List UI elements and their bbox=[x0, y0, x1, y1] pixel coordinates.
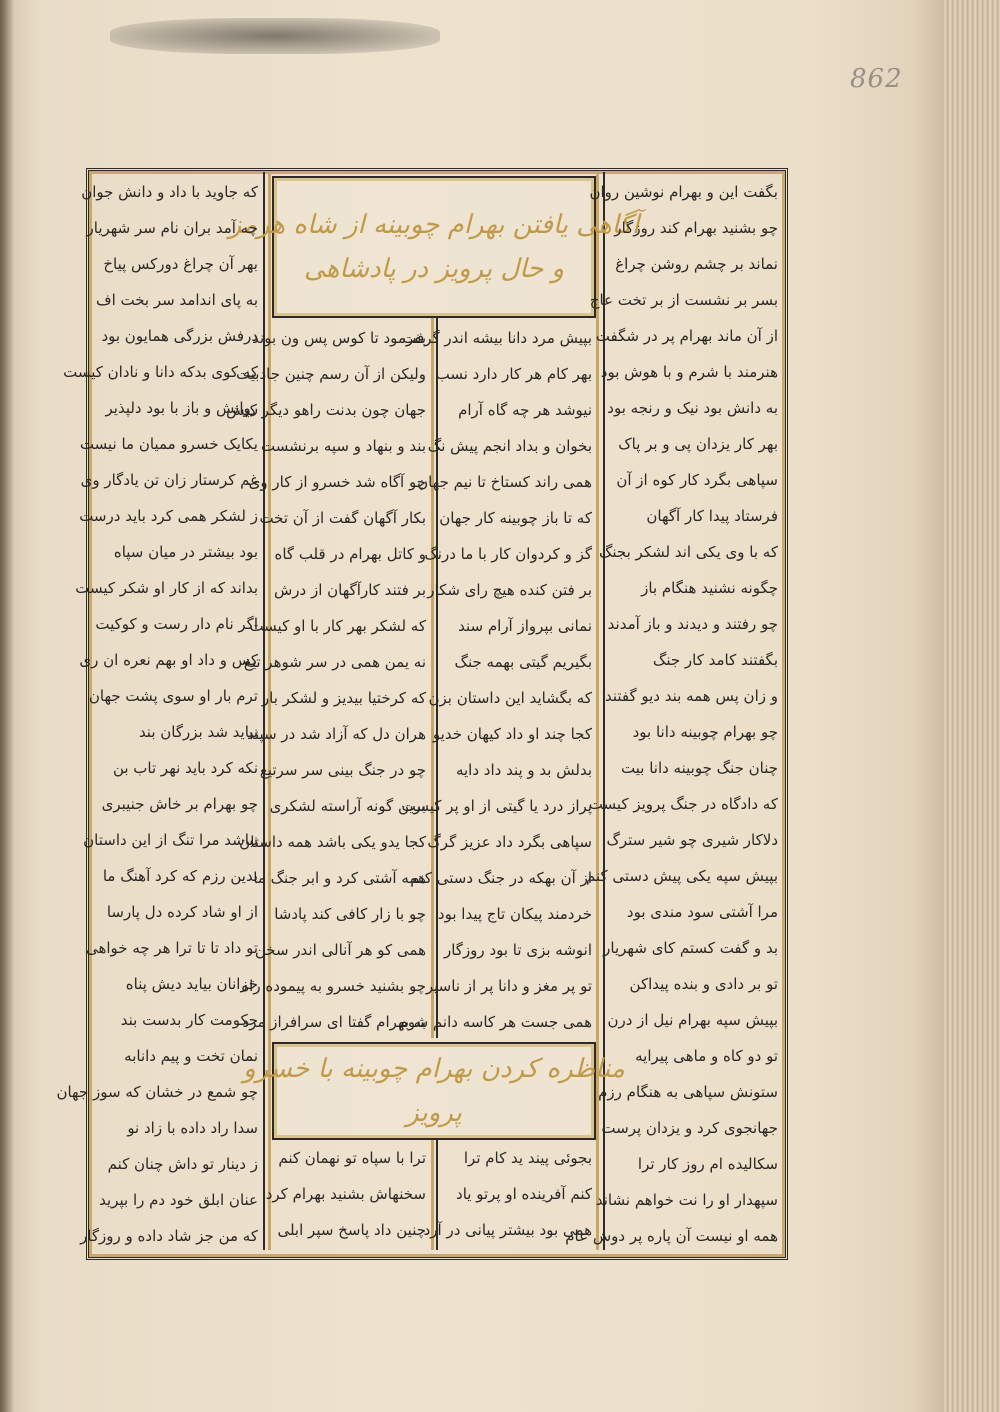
verse-line: سپاهی بگرد کار کوه از آن bbox=[616, 471, 778, 489]
verse-line: بگیریم گیتی بهمه جنگ bbox=[454, 653, 592, 671]
verse-line: خردمند پیکان تاج پیدا بود bbox=[437, 905, 592, 923]
verse-line: و کاتل بهرام در قلب گاه bbox=[274, 545, 426, 563]
verse-line: بود بیشتر در میان سپاه bbox=[113, 543, 258, 561]
verse-line: بگفت این و بهرام نوشین روان bbox=[589, 183, 778, 201]
heading-panel-top bbox=[228, 176, 640, 318]
verse-line: چو شمع در خشان که سوز جهان bbox=[56, 1083, 258, 1101]
verse-line: کجا چند او داد کیهان خدیو bbox=[432, 725, 592, 743]
verse-line: از آن بهکه در جنگ دستی کنم bbox=[410, 869, 592, 887]
verse-line: هران دل که آزاد شد در سپند bbox=[247, 725, 426, 743]
verse-line: که بگشاید این داستان بزن bbox=[428, 689, 592, 707]
verse-line: نباید شد بزرگان بند bbox=[138, 723, 258, 741]
verse-line: خزانان بیاید دیش پناه bbox=[125, 975, 258, 993]
verse-line: یکایک خسرو ممیان ما نیست bbox=[79, 435, 258, 453]
verse-line: فرستاد پیدا کار آگهان bbox=[646, 507, 778, 525]
verse-line: چگونه نشنید هنگام باز bbox=[641, 579, 778, 597]
heading-panel-bottom bbox=[243, 1042, 625, 1140]
verse-line: کجا یدو یکی باشد همه داستان bbox=[239, 833, 426, 851]
verse-line: بکار آگهان گفت از آن تخت bbox=[259, 509, 426, 527]
heading-line: و حال پرویز در پادشاهی bbox=[303, 254, 565, 284]
verse-line: چو بشنید بهرام کند روزگار bbox=[614, 219, 778, 237]
text-column-center-left-lower bbox=[265, 1140, 426, 1248]
verse-line: کنم آفرینده او پرتو یاد bbox=[456, 1185, 592, 1203]
verse-line: ولیکن از آن رسم چنین جادبیت bbox=[236, 365, 426, 383]
heading-line: پرویز bbox=[406, 1098, 462, 1128]
verse-line: سخنهاش بشنید بهرام کرد bbox=[265, 1185, 426, 1203]
verse-line: بپیش مرد دانا بیشه اندر گرفت bbox=[402, 329, 592, 347]
verse-line: که جاوید با داد و دانش جوان bbox=[81, 183, 258, 201]
verse-line: چنان جنگ چوبینه دانا بیت bbox=[621, 759, 778, 777]
text-column-center-left bbox=[226, 320, 426, 1036]
verse-line: که من جز شاد داده و روزگار bbox=[80, 1227, 258, 1245]
verse-line: گز و کردوان کار با ما درنگ bbox=[424, 545, 592, 563]
verse-line: روانش و باز با بود دلپذیر bbox=[105, 399, 258, 417]
verse-line: که تا باز چوبینه کار جهان bbox=[439, 509, 592, 527]
verse-line: همی کو هر آنالی اندر سخن bbox=[254, 941, 426, 959]
verse-line: اگر نام دار رست و کوکیت bbox=[95, 615, 258, 633]
verse-line: نباشد مرا تنگ از این داستان bbox=[83, 831, 258, 849]
verse-line: بجوئی پیند ید کام ترا bbox=[463, 1149, 592, 1167]
verse-line: بدین رزم که کرد آهنگ ما bbox=[102, 867, 258, 885]
verse-line: به دانش بود نیک و رنجه بود bbox=[607, 399, 778, 417]
page-edge bbox=[944, 0, 1000, 1412]
verse-line: بهر آن چراغ دورکس پیاخ bbox=[103, 255, 258, 273]
verse-line: که کوی بدکه دانا و نادان کیست bbox=[63, 363, 258, 381]
verse-line: پراز درد یا گیتی از او پر کیست bbox=[401, 797, 592, 815]
verse-line: نه یمن همی در سر شوهر تیغ bbox=[243, 653, 426, 671]
verse-line: چنین داد پاسخ سپر ابلی bbox=[277, 1221, 426, 1239]
verse-line: نمانی بپرواز آرام سند bbox=[458, 617, 592, 635]
verse-line: از او شاد کرده دل پارسا bbox=[106, 903, 258, 921]
heading-line: آگاهی یافتن بهرام چوبینه از شاه هرمز bbox=[228, 209, 640, 240]
verse-line: سدا راد داده با زاد نو bbox=[127, 1119, 258, 1137]
verse-line: تو دو کاه و ماهی پیرایه bbox=[635, 1047, 778, 1065]
verse-line: از آن ماند بهرام پر در شگفت bbox=[595, 327, 778, 345]
verse-line: همی بود بیشتر پیانی در آرد bbox=[423, 1221, 592, 1239]
verse-line: سپاهی بگرد داد عزیز گرگ bbox=[427, 833, 592, 851]
verse-line: بداند که از کار او شکر کیست bbox=[75, 579, 258, 597]
verse-line: چو با زار کافی کند پادشا bbox=[274, 905, 426, 923]
verse-line: بر فتند کارآگهان از درش bbox=[273, 581, 426, 599]
folio-number: 862 bbox=[850, 64, 903, 94]
verse-line: تو داد تا تا ترا هر چه خواهی bbox=[85, 939, 258, 957]
verse-line: سپهدار او را نت خواهم نشاند bbox=[595, 1191, 778, 1209]
verse-line: بپیش سپه یکی پیش دستی کنم bbox=[585, 867, 778, 885]
verse-line: تو پر مغز و دانا پر از ناسپر bbox=[425, 977, 592, 995]
stain bbox=[110, 18, 440, 54]
verse-line: ستونش سپاهی به هنگام رزم bbox=[598, 1083, 778, 1101]
verse-line: همه آشتی کرد و ابر جنگ ما bbox=[253, 869, 426, 887]
verse-line: سکالیده ام روز کار ترا bbox=[637, 1155, 778, 1173]
verse-line: که با وی یکی اند لشکر بجنگ bbox=[598, 543, 778, 561]
verse-line: چه آمد بران نام سر شهریار bbox=[86, 219, 258, 237]
verse-line: بهر کار یزدان پی و بر پاک bbox=[618, 435, 778, 453]
verse-line: همی جست هر کاسه دانم شوم bbox=[398, 1013, 592, 1031]
text-column-left bbox=[56, 174, 258, 1248]
verse-line: کس و داد او بهم نعره ان ری bbox=[79, 651, 258, 669]
verse-line: هنرمند با شرم و با هوش بود bbox=[600, 363, 778, 381]
verse-line: که کرختیا بیدیز و لشکر بار bbox=[261, 689, 426, 707]
verse-line: همه او نیست آن پاره پر دوش عام bbox=[565, 1227, 778, 1245]
verse-line: چو بشنید خسرو به پیموده راه bbox=[241, 977, 426, 995]
verse-line: چو در جنگ بینی سر سرتیغ bbox=[259, 761, 426, 779]
heading-line: مناظره کردن بهرام چوبینه با خسرو bbox=[243, 1053, 625, 1084]
text-column-center-right bbox=[398, 320, 592, 1036]
verse-line: به پای اندامد سر بخت اف bbox=[96, 291, 258, 309]
gutter-shadow bbox=[0, 0, 14, 1412]
verse-line: نیوشد هر چه گاه آرام bbox=[458, 401, 592, 419]
verse-line: چو رفتند و دیدند و باز آمدند bbox=[607, 615, 778, 633]
verse-line: نکه کرد باید نهر تاب بن bbox=[112, 759, 258, 777]
text-column-center-right-lower bbox=[423, 1140, 592, 1248]
verse-line: غم کرستار زان تن یادگار وی bbox=[80, 471, 258, 489]
verse-line: نمان تخت و پیم دانابه bbox=[124, 1047, 258, 1065]
verse-line: انوشه بزی تا بود روزگار bbox=[443, 941, 592, 959]
verse-line: ز دینار تو داش چنان کنم bbox=[107, 1155, 258, 1173]
verse-line: برین گونه آراسته لشکری bbox=[269, 797, 426, 815]
text-column-right bbox=[565, 174, 778, 1248]
verse-line: که لشکر بهر کار با او کیست bbox=[249, 617, 426, 635]
verse-line: بند و بنهاد و سپه برنشست bbox=[260, 437, 426, 455]
verse-line: بر فتن کنده هیچ رای شکار bbox=[427, 581, 592, 599]
verse-line: دلاکار شیری چو شیر سترگ bbox=[606, 831, 778, 849]
verse-line: که دادگاه در جنگ پرویز کیست bbox=[588, 795, 778, 813]
verse-line: همی راند کستاخ تا نیم جهان bbox=[417, 473, 592, 491]
verse-line: چو بهرام چوبینه دانا بود bbox=[632, 723, 778, 741]
verse-line: چو بهرام بر خاش جنیبری bbox=[101, 795, 258, 813]
verse-line: ترا با سپاه تو نهمان کنم bbox=[278, 1149, 426, 1167]
verse-line: جهانجوی کرد و یزدان پرست bbox=[601, 1119, 778, 1137]
verse-line: ز لشکر همی کرد باید درست bbox=[79, 507, 258, 525]
verse-line: مرا آشتی سود مندی بود bbox=[626, 903, 778, 921]
verse-line: بد و گفت کستم کای شهریار bbox=[603, 939, 778, 957]
verse-line: تو بر دادی و بنده پیداکن bbox=[629, 975, 778, 993]
verse-line: نماند بر چشم روشن چراغ bbox=[615, 255, 778, 273]
verse-line: بفرمود تا کوس پس ون بوند bbox=[252, 329, 426, 347]
verse-line: عنان ابلق خود دم را بپرید bbox=[99, 1191, 258, 1209]
verse-line: به بهرام گفتا ای سرافراز مرد bbox=[242, 1013, 426, 1031]
verse-line: درفش بزرگی همایون بود bbox=[101, 327, 258, 345]
verse-line: حکومت کار بدست بند bbox=[120, 1011, 258, 1029]
verse-line: ترم بار او سوی پشت جهان bbox=[88, 687, 258, 705]
verse-line: بدلش بد و پند داد دایه bbox=[455, 761, 592, 779]
verse-line: چو آگاه شد خسرو از کار وی bbox=[248, 473, 426, 491]
verse-line: و زان پس همه بند دیو گفتند bbox=[604, 687, 778, 705]
verse-line: بگفتند کامد کار جنگ bbox=[652, 651, 778, 669]
column-rule bbox=[431, 318, 434, 1038]
verse-line: بسر بر نشست از بر تخت عاج bbox=[589, 291, 778, 309]
verse-line: بپیش سپه بهرام نیل از درن bbox=[607, 1011, 778, 1029]
verse-line: جهان چون بدنت راهو دیگر کیش bbox=[226, 401, 426, 419]
verse-line: بهر کام هر کار دارد نسب bbox=[435, 365, 592, 383]
verse-line: بخوان و بداد انجم پیش نگ bbox=[427, 437, 592, 455]
